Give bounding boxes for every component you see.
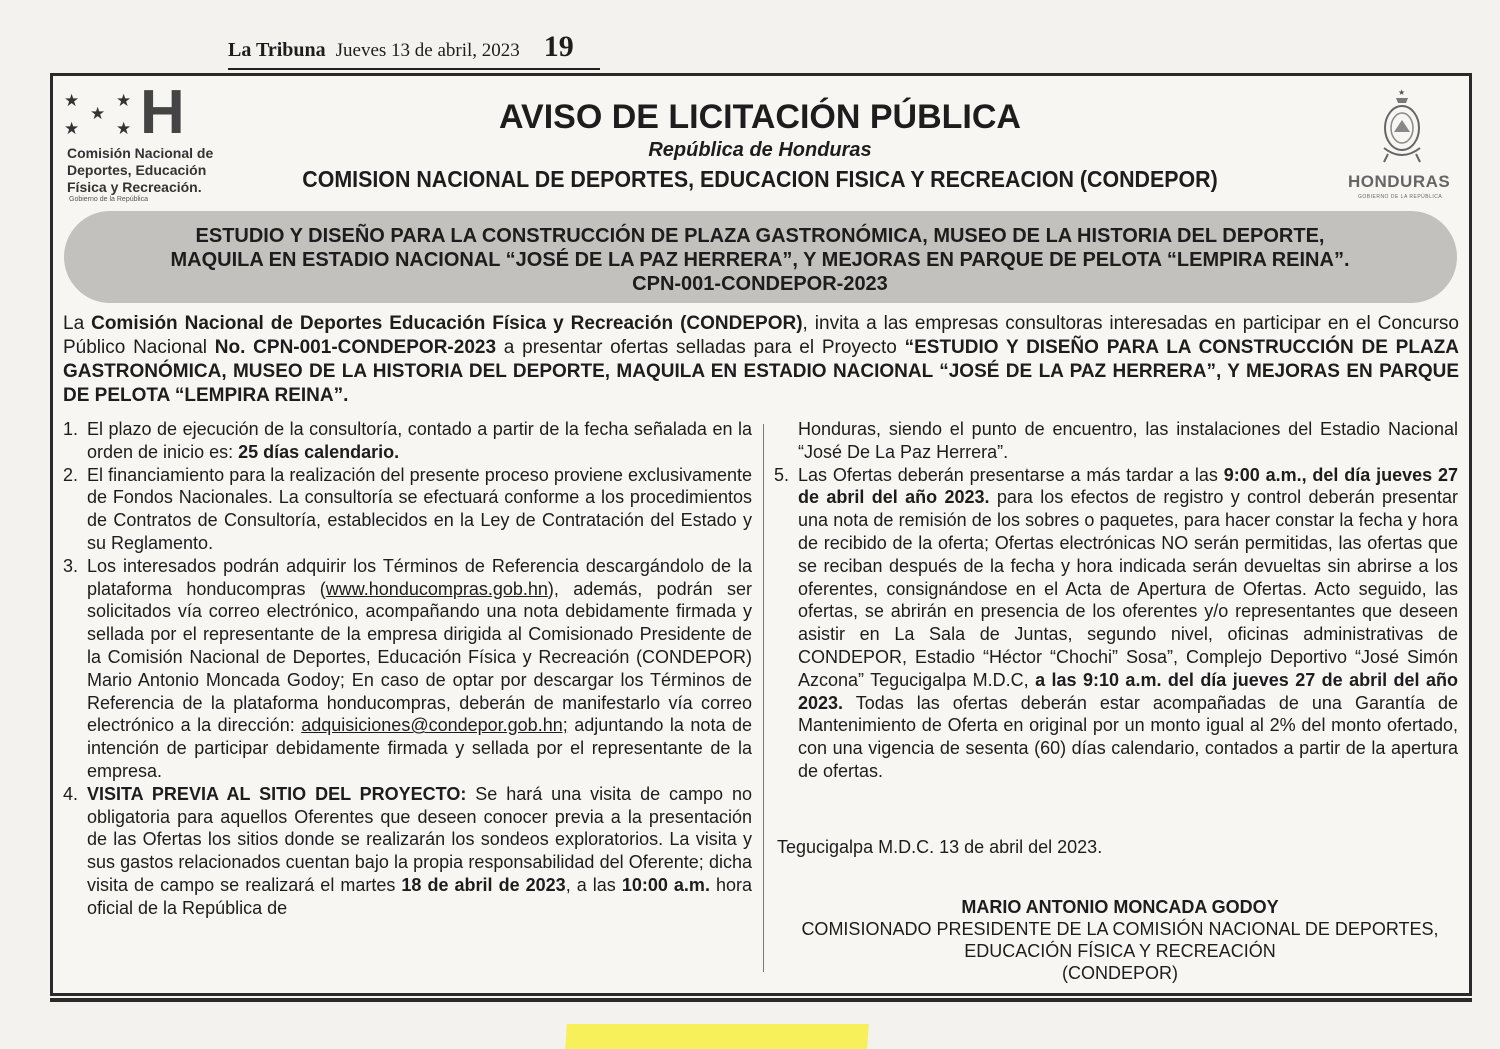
list-item: 4. VISITA PREVIA AL SITIO DEL PROYECTO: Se hará una visita de campo no obligatoria para aquellos Oferentes que deseen conocer previa a la presentación de las Ofertas los sitios donde se realizarán los sondeos exploratorios. La visita y sus gastos relacionados cuentan bajo la propia responsabilidad del Oferente; dicha visita de campo se realizará el martes 18 de abril de 2023, a las 10:00 a.m. hora oficial de la República de — [63, 783, 752, 918]
notice-subtitle: República de Honduras — [648, 139, 872, 161]
project-code: CPN-001-CONDEPOR-2023 — [632, 273, 888, 295]
signature-block — [760, 896, 1480, 984]
publication-date: Jueves 13 de abril, 2023 — [335, 40, 520, 61]
country-label: HONDURAS — [1348, 172, 1451, 191]
list-item: 3. Los interesados podrán adquirir los Términos de Referencia descargándolo de la plataforma honducompras (www.honducompras.gob.hn), además, podrán ser solicitados vía correo electrónico, acompañando una nota debidamente firmada y sellada por el representante de la empresa dirigida al Comisionado Presidente de la Comisión Nacional de Deportes, Educación Física y Recreación (CONDEPOR) Mario Antonio Moncada Godoy; En caso de optar por descargar los Términos de Referencia de la plataforma honducompras, deberán de manifestarlo vía correo electrónico a la dirección: adquisiciones@condepor.gob.hn; adjuntando la nota de intención de participar debidamente firmada y sellada por el representante de la empresa. — [63, 555, 752, 781]
coat-of-arms-icon — [1374, 86, 1430, 164]
entity-name: COMISION NACIONAL DE DEPORTES, EDUCACION FISICA Y RECREACION (CONDEPOR) — [302, 166, 1218, 192]
column-divider — [763, 424, 764, 972]
signer-role-line3: (CONDEPOR) — [1062, 963, 1178, 983]
honduras-government-logo — [1344, 80, 1462, 206]
newspaper-name: La Tribuna — [228, 39, 326, 61]
list-item: 1. El plazo de ejecución de la consultoría, contado a partir de la fecha señalada en la orden de inicio es: 25 días calendario. — [63, 419, 752, 462]
project-title-line1: ESTUDIO Y DISEÑO PARA LA CONSTRUCCIÓN DE PLAZA GASTRONÓMICA, MUSEO DE LA HISTORIA DEL DEPORTE, — [195, 225, 1325, 247]
place-date: Tegucigalpa M.D.C. 13 de abril del 2023. — [777, 837, 1103, 857]
signer-role-line1: COMISIONADO PRESIDENTE DE LA COMISIÓN NACIONAL DE DEPORTES, — [801, 919, 1439, 939]
svg-text:★: ★ — [1398, 88, 1406, 97]
condepor-logo — [60, 78, 270, 206]
email-link[interactable]: adquisiciones@condepor.gob.hn; — [301, 715, 568, 736]
intro-paragraph: La Comisión Nacional de Deportes Educación Física y Recreación (CONDEPOR), invita a las empresas consultoras interesadas en participar en el Concurso Público Nacional No. CPN-001-CONDEPOR-2023 a presentar ofertas selladas para el Proyecto “ESTUDIO Y DISEÑO PARA LA CONSTRUCCIÓN DE PLAZA GASTRONÓMICA, MUSEO DE LA HISTORIA DEL DEPORTE, MAQUILA EN ESTADIO NACIONAL “JOSÉ DE LA PAZ HERRERA”, Y MEJORAS EN PARQUE DE PELOTA “LEMPIRA REINA”. — [63, 313, 1459, 406]
project-title-line2: MAQUILA EN ESTADIO NACIONAL “JOSÉ DE LA PAZ HERRERA”, Y MEJORAS EN PARQUE DE PELOTA “LEMPIRA REINA”. — [170, 249, 1350, 271]
logo-subtext: Gobierno de la República — [69, 196, 148, 203]
newspaper-masthead — [228, 30, 574, 66]
notice-title: AVISO DE LICITACIÓN PÚBLICA — [499, 98, 1021, 136]
list-item-continued: Honduras, siendo el punto de encuentro, las instalaciones del Estadio Nacional “José De La Paz Herrera”. — [798, 419, 1458, 462]
logo-letter: H — [140, 78, 185, 147]
project-banner-text — [100, 224, 1420, 296]
right-column — [774, 418, 1458, 783]
left-column — [63, 418, 752, 978]
list-item: 5. Las Ofertas deberán presentarse a más tardar a las 9:00 a.m., del día jueves 27 de abril del año 2023. para los efectos de registro y control deberán presentar una nota de remisión de los sobres o paquetes, para hacer constar la fecha y hora de recibido de la oferta; Ofertas electrónicas NO serán permitidas, las ofertas que se reciban después de la fecha y hora indicada serán devueltas sin abrirse a los oferentes, consignándose en el Acta de Apertura de Ofertas. Acto seguido, las ofertas, se abrirán en presencia de los oferentes y/o representantes que deseen asistir en La Sala de Juntas, segundo nivel, oficinas administrativas de CONDEPOR, Estadio “Héctor “Chochi” Sosa”, Complejo Deportivo “José Simón Azcona” Tegucigalpa M.D.C, a las 9:10 a.m. del día jueves 27 de abril del año 2023. Todas las ofertas deberán estar acompañadas de una Garantía de Mantenimiento de Oferta en original por un monto igual al 2% del monto ofertado, con una vigencia de sesenta (60) días calendario, contados a partir de la apertura de ofertas. — [774, 464, 1459, 781]
stars-icon: ★ ★ ★ ★ ★ — [64, 91, 132, 138]
honducompras-link[interactable]: www.honducompras.gob.hn — [325, 578, 548, 599]
page-number: 19 — [543, 30, 574, 63]
notice-frame-shadow — [50, 998, 1472, 1002]
highlighter-mark — [565, 1024, 869, 1049]
signer-name: MARIO ANTONIO MONCADA GODOY — [961, 897, 1279, 917]
logo-wordmark: Comisión Nacional de Deportes, Educación Física y Recreación. — [67, 145, 214, 195]
signer-role-line2: EDUCACIÓN FÍSICA Y RECREACIÓN — [964, 941, 1276, 961]
masthead-rule — [228, 68, 600, 70]
list-item: 2. El financiamiento para la realización del presente proceso proviene exclusivamente de Fondos Nacionales. La consultoría se efectuará conforme a los procedimientos de Contratos de Consultoría, establecidos en la Ley de Contratación del Estado y su Reglamento. — [63, 464, 752, 553]
government-subtext: GOBIERNO DE LA REPÚBLICA — [1358, 194, 1443, 200]
